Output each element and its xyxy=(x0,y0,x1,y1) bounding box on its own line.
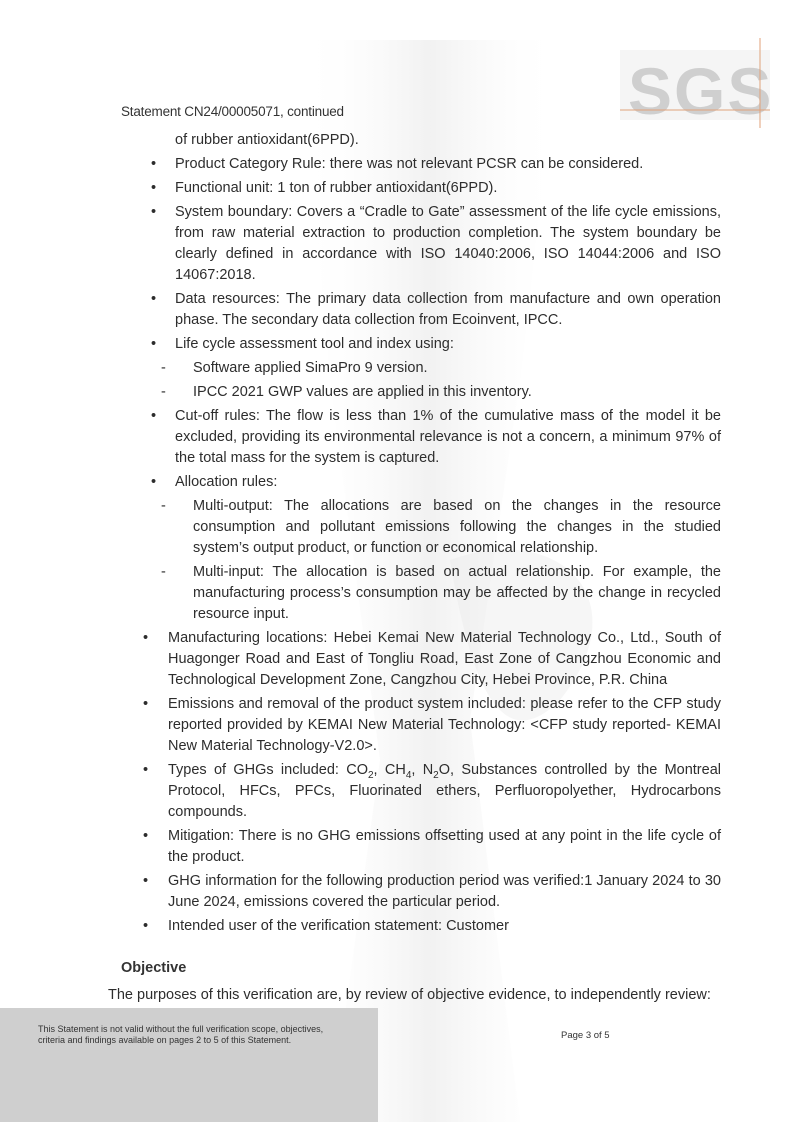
objective-heading: Objective xyxy=(121,960,187,976)
verification-body xyxy=(121,130,721,937)
bullet-ghg-types: • Types of GHGs included: $CO_2$, $CH_4$, $N_2O$, Substances controlled by the Montreal Protocol, HFCs, PFCs, Fluorinated ethers, Perfluoropolyether, Hydrocarbons compounds. xyxy=(121,760,721,823)
bullet-data-resources: • Data resources: The primary data collection from manufacture and own operation phase. The secondary data collection from Ecoinvent, IPCC. xyxy=(121,289,721,331)
bullet-manufacturing-locations: • Manufacturing locations: Hebei Kemai New Material Technology Co., Ltd., South of Huagonger Road and East of Tongliu Road, East Zone of Cangzhou Economic and Technological Development Zone, Cangzhou City, Hebei Province, P.R. China xyxy=(121,628,721,691)
bullet-cut-off-rules: • Cut-off rules: The flow is less than 1% of the cumulative mass of the model it be excluded, providing its environmental relevance is not a concern, a minimum 97% of the total mass for the system is captured. xyxy=(121,406,721,469)
footer-validity-note: This Statement is not valid without the full verification scope, objectives, criteria and findings available on pages 2 to 5 of this Statement. xyxy=(38,1024,324,1045)
dash-software: - Software applied SimaPro 9 version. xyxy=(121,358,721,379)
bullet-pcr: • Product Category Rule: there was not relevant PCSR can be considered. xyxy=(121,154,721,175)
bullet-lca-tool: • Life cycle assessment tool and index using: xyxy=(121,334,721,355)
dash-multi-input: - Multi-input: The allocation is based on actual relationship. For example, the manufacturing process’s consumption may be affected by the change in recycled resource input. xyxy=(121,562,721,625)
page-number: Page 3 of 5 xyxy=(561,1030,610,1041)
sgs-logo xyxy=(620,38,770,128)
bullet-emissions-removal: • Emissions and removal of the product system included: please refer to the CFP study reported provided by KEMAI New Material Technology: <CFP study reported- KEMAI New Material Technology-V2.0>. xyxy=(121,694,721,757)
statement-header: Statement CN24/00005071, continued xyxy=(121,104,344,119)
bullet-functional-unit: • Functional unit: 1 ton of rubber antioxidant(6PPD). xyxy=(121,178,721,199)
bullet-system-boundary: • System boundary: Covers a “Cradle to Gate” assessment of the life cycle emissions, from raw material extraction to production completion. The system boundary be clearly defined in accordance with ISO 14040:2006, ISO 14044:2006 and ISO 14067:2018. xyxy=(121,202,721,286)
bullet-allocation-rules: • Allocation rules: xyxy=(121,472,721,493)
objective-text: The purposes of this verification are, by review of objective evidence, to independently review: xyxy=(108,987,711,1003)
dash-ipcc: - IPCC 2021 GWP values are applied in this inventory. xyxy=(121,382,721,403)
bullet-ghg-period: • GHG information for the following production period was verified:1 January 2024 to 30 June 2024, emissions covered the particular period. xyxy=(121,871,721,913)
continued-text: of rubber antioxidant(6PPD). xyxy=(175,132,359,148)
bullet-intended-user: • Intended user of the verification statement: Customer xyxy=(121,916,721,937)
svg-text:SGS: SGS xyxy=(628,54,770,128)
bullet-mitigation: • Mitigation: There is no GHG emissions offsetting used at any point in the life cycle of the product. xyxy=(121,826,721,868)
dash-multi-output: - Multi-output: The allocations are based on the changes in the resource consumption and pollutant emissions following the changes in the studied system’s output product, or function or economical relationship. xyxy=(121,496,721,559)
